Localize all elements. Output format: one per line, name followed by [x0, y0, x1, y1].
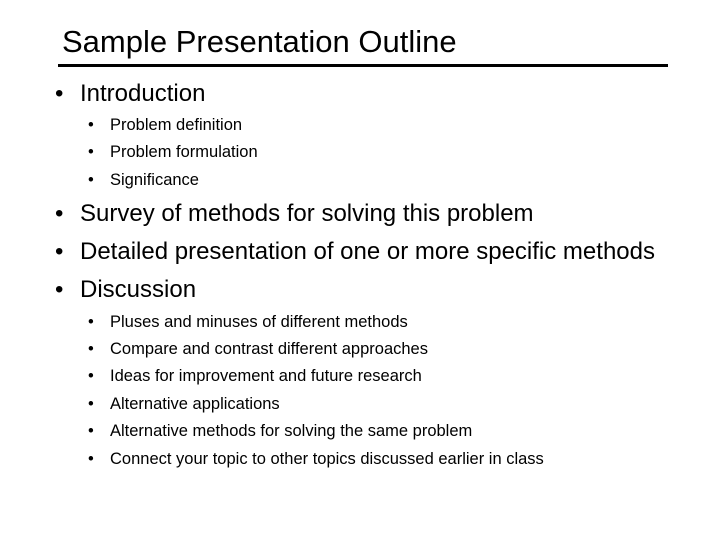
outline-subitem	[88, 421, 473, 441]
outline-subitem	[88, 339, 428, 359]
slide-title: Sample Presentation Outline	[62, 24, 457, 59]
bullet-icon: •	[55, 200, 64, 227]
bullet-icon: •	[88, 422, 94, 440]
bullet-icon: •	[88, 395, 94, 413]
outline-subitem-label: Problem definition	[110, 116, 243, 134]
bullet-icon: •	[88, 340, 94, 358]
outline-subitem-label: Pluses and minuses of different methods	[110, 313, 408, 331]
outline-item-label: Survey of methods for solving this problem	[80, 200, 534, 227]
outline-item-label: Detailed presentation of one or more specific methods	[80, 238, 655, 265]
bullet-icon: •	[88, 367, 94, 385]
outline-item-introduction	[55, 80, 206, 108]
bullet-icon: •	[88, 171, 94, 189]
outline-subitem-label: Ideas for improvement and future research	[110, 367, 422, 385]
bullet-icon: •	[55, 238, 64, 265]
outline-subitem-label: Alternative methods for solving the same problem	[110, 422, 473, 440]
outline-subitem	[88, 142, 258, 162]
bullet-icon: •	[88, 116, 94, 134]
outline-subitem-label: Compare and contrast different approaches	[110, 340, 428, 358]
outline-item-label: Discussion	[80, 276, 197, 303]
outline-item-label: Introduction	[80, 80, 206, 107]
outline-subitem	[88, 170, 199, 190]
outline-subitem-label: Connect your topic to other topics discussed earlier in class	[110, 450, 544, 468]
bullet-icon: •	[55, 276, 64, 303]
outline-subitem-label: Problem formulation	[110, 143, 258, 161]
outline-subitem	[88, 312, 408, 332]
outline-subitem	[88, 115, 243, 135]
outline-subitem-label: Significance	[110, 171, 199, 189]
outline-subitem	[88, 394, 280, 414]
outline-subitem	[88, 449, 544, 469]
outline-item-discussion	[55, 276, 197, 304]
outline-subitem-label: Alternative applications	[110, 395, 280, 413]
outline-item-detailed	[55, 238, 655, 266]
bullet-icon: •	[88, 313, 94, 331]
bullet-icon: •	[88, 450, 94, 468]
outline-item-survey	[55, 200, 534, 228]
bullet-icon: •	[88, 143, 94, 161]
outline-subitem	[88, 366, 422, 386]
bullet-icon: •	[55, 80, 64, 107]
